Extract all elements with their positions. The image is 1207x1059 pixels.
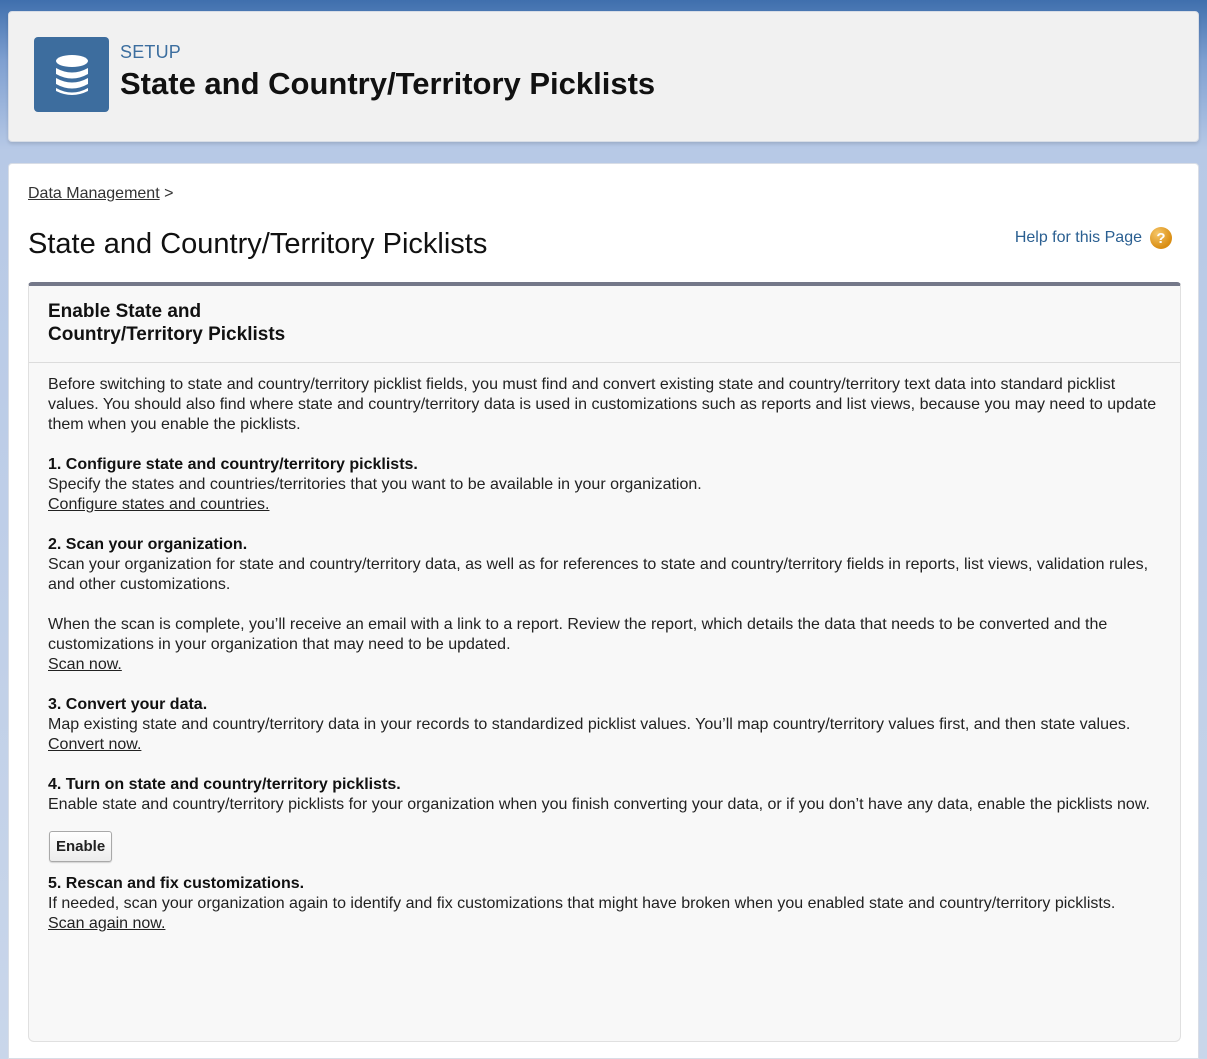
database-icon <box>34 37 109 112</box>
step-5 <box>48 874 1161 934</box>
step-2-continued <box>48 615 1161 675</box>
step-4-title: 4. Turn on state and country/territory picklists. <box>48 776 401 793</box>
header-eyebrow: SETUP <box>120 42 182 62</box>
step-5-title: 5. Rescan and fix customizations. <box>48 875 305 892</box>
panel-body <box>29 363 1180 934</box>
step-2 <box>48 535 1161 595</box>
step-3 <box>48 695 1161 755</box>
enable-button[interactable]: Enable <box>49 831 112 862</box>
intro-text: Before switching to state and country/territory picklist fields, you must find and convert existing state and country/territory text data into standard picklist values. You should also find where state and country/territory data is used in customizations such as reports and list views, because you may need to update them when you enable the picklists. <box>48 376 1157 433</box>
step-5-text: If needed, scan your organization again to identify and fix customizations that might have broken when you enabled state and country/territory picklists. <box>48 895 1116 912</box>
convert-now-link[interactable]: Convert now. <box>48 736 142 753</box>
page-title: State and Country/Territory Picklists <box>28 228 488 260</box>
step-1 <box>48 455 1161 515</box>
breadcrumb <box>28 185 173 203</box>
panel-title <box>29 286 1180 363</box>
header-title: State and Country/Territory Picklists <box>120 66 656 101</box>
step-2-title: 2. Scan your organization. <box>48 536 248 553</box>
step-1-text: Specify the states and countries/territories that you want to be available in your organization. <box>48 476 702 493</box>
step-2-text: Scan your organization for state and country/territory data, as well as for references to state and country/territory fields in reports, list views, validation rules, and other customizations. <box>48 556 1149 593</box>
enable-picklists-panel <box>28 282 1181 1042</box>
step-3-text: Map existing state and country/territory data in your records to standardized picklist values. You’ll map country/territory values first, and then state values. <box>48 716 1131 733</box>
step-4-text: Enable state and country/territory picklists for your organization when you finish converting your data, or if you don’t have any data, enable the picklists now. <box>48 796 1150 813</box>
panel-title-line-1: Enable State and <box>48 301 202 322</box>
help-icon[interactable]: ? <box>1150 227 1172 249</box>
page-header <box>8 11 1199 142</box>
help-link-label[interactable]: Help for this Page <box>1014 229 1142 246</box>
step-4 <box>48 775 1161 874</box>
configure-states-link[interactable]: Configure states and countries. <box>48 496 270 513</box>
main-content <box>8 163 1199 1059</box>
scan-again-now-link[interactable]: Scan again now. <box>48 915 166 932</box>
breadcrumb-separator: > <box>164 185 174 202</box>
step-2-text-2: When the scan is complete, you’ll receive an email with a link to a report. Review the report, which details the data that needs to be converted and the customizations in your organization that may need to be updated. <box>48 616 1108 653</box>
step-3-title: 3. Convert your data. <box>48 696 208 713</box>
help-for-this-page-link[interactable] <box>1015 227 1172 249</box>
step-1-title: 1. Configure state and country/territory picklists. <box>48 456 418 473</box>
scan-now-link[interactable]: Scan now. <box>48 656 122 673</box>
breadcrumb-data-management-link[interactable]: Data Management <box>28 185 160 202</box>
panel-title-line-2: Country/Territory Picklists <box>48 324 286 345</box>
